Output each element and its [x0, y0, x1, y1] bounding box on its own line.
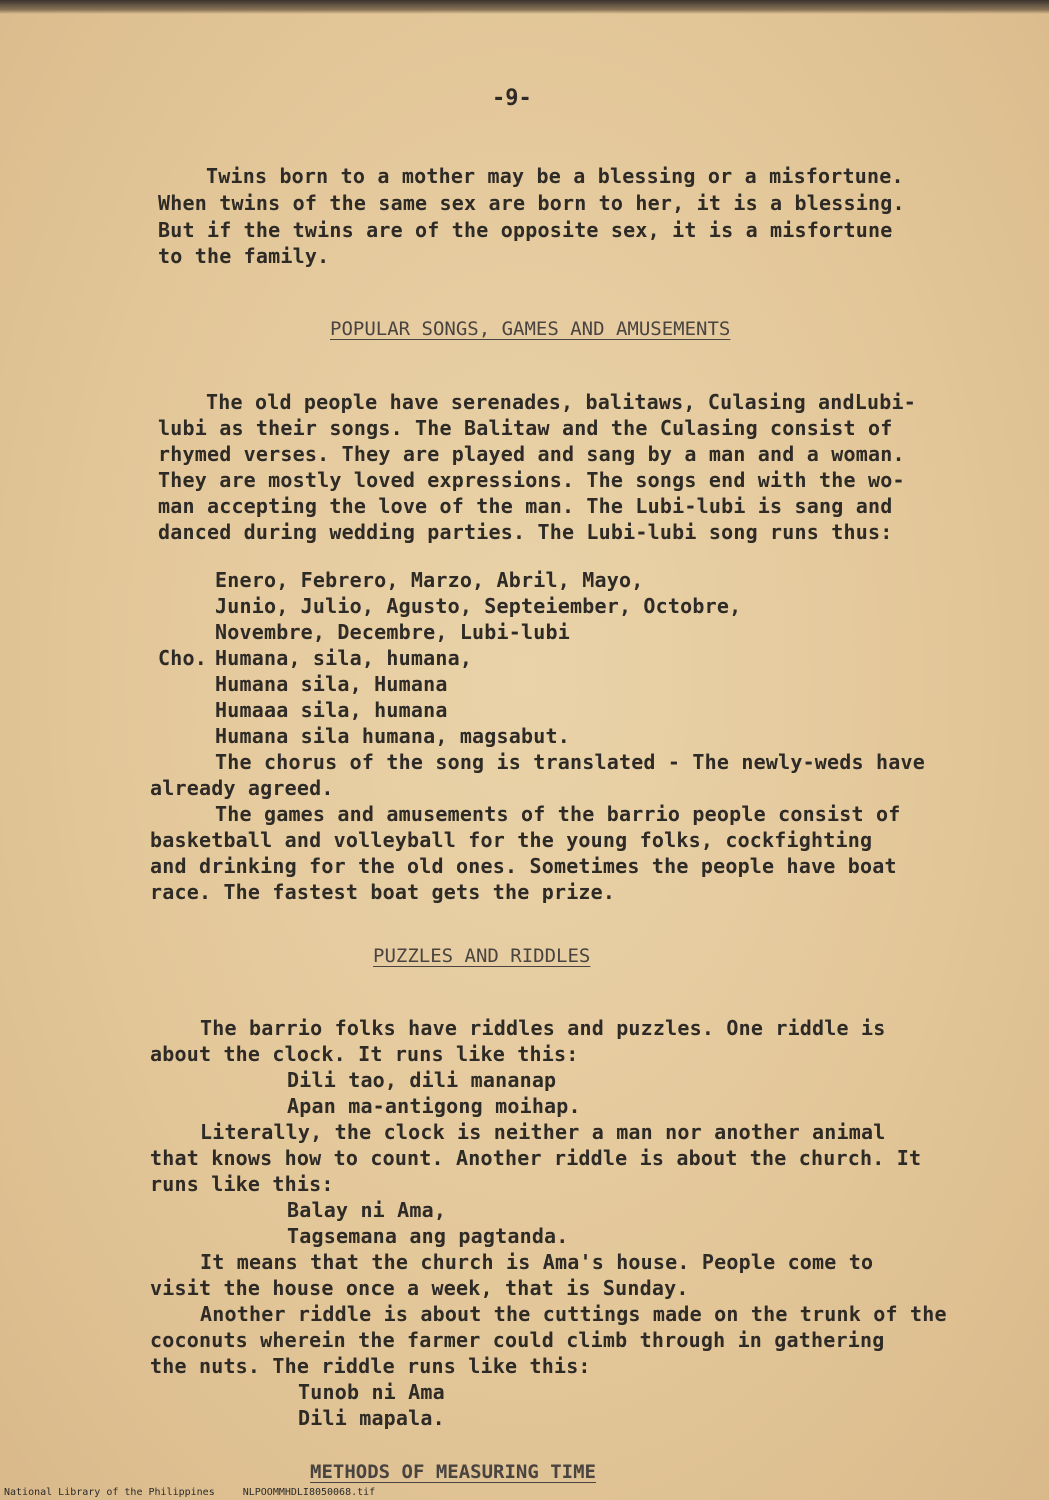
paragraph-line: danced during wedding parties. The Lubi-lubi song runs thus: [158, 520, 893, 544]
riddle-line: Balay ni Ama, [287, 1198, 447, 1222]
section-heading-time: METHODS OF MEASURING TIME [310, 1461, 596, 1483]
chorus-line: Humana sila humana, magsabut. [215, 724, 570, 748]
footer-file-id: NLPOOMMHDLI8050068.tif [242, 1487, 376, 1498]
paragraph-line: When twins of the same sex are born to her, it is a blessing. [158, 191, 905, 215]
song-line: Junio, Julio, Agusto, Septeiember, Octobre, [215, 594, 742, 618]
paragraph-line: race. The fastest boat gets the prize. [150, 880, 616, 904]
paragraph-line: rhymed verses. They are played and sang by a man and a woman. [158, 442, 905, 466]
paragraph-line: The old people have serenades, balitaws, Culasing andLubi- [206, 390, 916, 414]
song-line: Novembre, Decembre, Lubi-lubi [215, 620, 570, 644]
paragraph-line: It means that the church is Ama's house. People come to [200, 1250, 874, 1274]
riddle-line: Tunob ni Ama [298, 1380, 445, 1404]
paragraph-line: about the clock. It runs like this: [150, 1042, 579, 1066]
scan-top-edge [0, 0, 1049, 14]
paragraph-line: to the family. [158, 244, 330, 268]
paragraph-line: The barrio folks have riddles and puzzles. One riddle is [200, 1016, 886, 1040]
paragraph-line: But if the twins are of the opposite sex, it is a misfortune [158, 218, 893, 242]
riddle-line: Dili tao, dili mananap [287, 1068, 557, 1092]
paragraph-line: They are mostly loved expressions. The songs end with the wo- [158, 468, 905, 492]
paragraph-line: that knows how to count. Another riddle is about the church. It [150, 1146, 922, 1170]
paragraph-line: Twins born to a mother may be a blessing or a misfortune. [206, 164, 904, 188]
riddle-line: Tagsemana ang pagtanda. [287, 1224, 569, 1248]
paragraph-line: the nuts. The riddle runs like this: [150, 1354, 591, 1378]
section-heading-songs: POPULAR SONGS, GAMES AND AMUSEMENTS [330, 318, 731, 340]
page-number: -9- [492, 86, 532, 111]
scan-footer [4, 1487, 403, 1499]
song-line: Enero, Febrero, Marzo, Abril, Mayo, [215, 568, 644, 592]
paragraph-line: coconuts wherein the farmer could climb through in gathering [150, 1328, 885, 1352]
paragraph-line: already agreed. [150, 776, 334, 800]
paragraph-line: The games and amusements of the barrio people consist of [215, 802, 901, 826]
paragraph-line: Literally, the clock is neither a man nor another animal [200, 1120, 886, 1144]
paragraph-line: runs like this: [150, 1172, 334, 1196]
chorus-line: Humana sila, Humana [215, 672, 448, 696]
paragraph-line: basketball and volleyball for the young folks, cockfighting [150, 828, 873, 852]
footer-library: National Library of the Philippines [4, 1487, 215, 1498]
chorus-line: Humana, sila, humana, [215, 646, 473, 670]
paragraph-line: man accepting the love of the man. The Lubi-lubi is sang and [158, 494, 893, 518]
paragraph-line: The chorus of the song is translated - The newly-weds have [215, 750, 925, 774]
riddle-line: Apan ma-antigong moihap. [287, 1094, 581, 1118]
chorus-label: Cho. [158, 646, 207, 670]
paragraph-line: lubi as their songs. The Balitaw and the Culasing consist of [158, 416, 893, 440]
paragraph-line: Another riddle is about the cuttings made on the trunk of the [200, 1302, 947, 1326]
riddle-line: Dili mapala. [298, 1406, 445, 1430]
paragraph-line: and drinking for the old ones. Sometimes the people have boat [150, 854, 897, 878]
chorus-line: Humaaa sila, humana [215, 698, 448, 722]
section-heading-riddles: PUZZLES AND RIDDLES [373, 945, 591, 967]
paragraph-line: visit the house once a week, that is Sunday. [150, 1276, 689, 1300]
